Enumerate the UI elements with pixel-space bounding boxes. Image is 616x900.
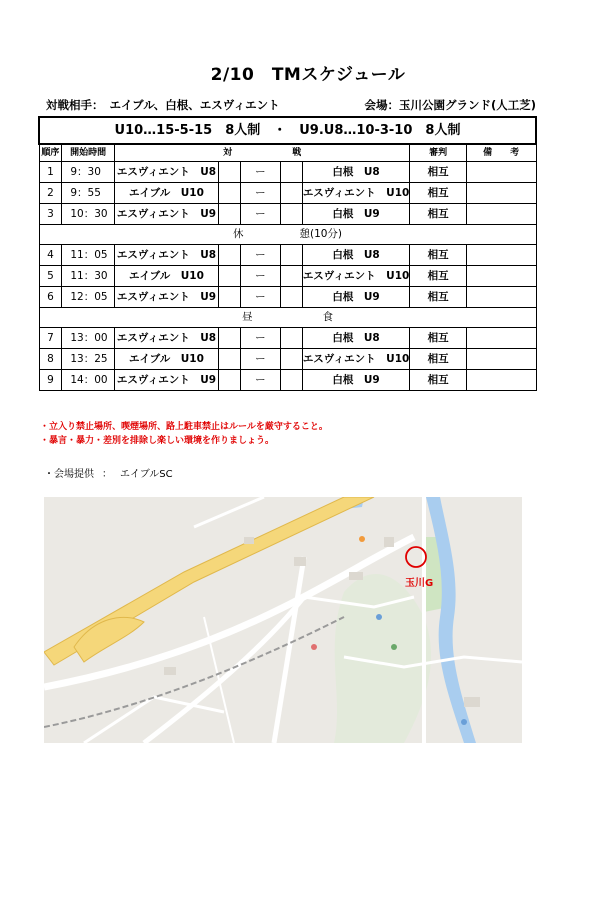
referee: 相互 <box>410 245 467 266</box>
match-no: 7 <box>39 328 62 349</box>
opponents-label: 対戦相手： <box>46 98 104 112</box>
home-team: エスヴィエント U9 <box>115 204 219 225</box>
spacer-cell <box>218 183 240 204</box>
map-building <box>244 537 254 544</box>
home-team: エスヴィエント U8 <box>115 328 219 349</box>
spacer-cell <box>280 266 302 287</box>
spacer-cell <box>280 204 302 225</box>
col-start: 開始時間 <box>62 144 115 162</box>
match-time: 14：00 <box>62 370 115 391</box>
versus-dash: ー <box>240 162 280 183</box>
schedule-table <box>38 116 537 391</box>
referee: 相互 <box>410 370 467 391</box>
match-no: 5 <box>39 266 62 287</box>
rules-text: U10…15-5-15 8人制 ・ U9.U8…10-3-10 8人制 <box>39 117 536 144</box>
match-time: 11：30 <box>62 266 115 287</box>
col-match-b: 戦 <box>292 148 302 158</box>
table-row <box>39 370 536 391</box>
referee: 相互 <box>410 183 467 204</box>
map-poi <box>359 536 365 542</box>
table-row <box>39 287 536 308</box>
spacer-cell <box>218 266 240 287</box>
table-row <box>39 328 536 349</box>
away-team: エスヴィエント U10 <box>302 183 410 204</box>
remarks <box>466 328 536 349</box>
map-building <box>384 537 394 547</box>
table-row <box>39 204 536 225</box>
rows-group-a <box>39 162 536 225</box>
spacer-cell <box>218 245 240 266</box>
match-time: 9：55 <box>62 183 115 204</box>
away-team: 白根 U8 <box>302 162 410 183</box>
break-lunch-b: 食 <box>322 311 333 323</box>
spacer-cell <box>218 162 240 183</box>
home-team: エスヴィエント U8 <box>115 162 219 183</box>
map-poi <box>461 719 467 725</box>
spacer-cell <box>280 245 302 266</box>
spacer-cell <box>280 370 302 391</box>
remarks <box>466 204 536 225</box>
home-team: エスヴィエント U8 <box>115 245 219 266</box>
map-poi <box>311 644 317 650</box>
rows-group-b <box>39 245 536 308</box>
provider-value: エイブルSC <box>120 469 173 480</box>
match-time: 12：05 <box>62 287 115 308</box>
referee: 相互 <box>410 204 467 225</box>
versus-dash: ー <box>240 183 280 204</box>
match-no: 4 <box>39 245 62 266</box>
home-team: エイブル U10 <box>115 183 219 204</box>
break-lunch-a: 昼 <box>242 311 253 323</box>
note-line: ・暴言・暴力・差別を排除し楽しい環境を作りましょう。 <box>40 436 275 446</box>
match-time: 9：30 <box>62 162 115 183</box>
match-no: 8 <box>39 349 62 370</box>
map-building <box>464 697 480 707</box>
referee: 相互 <box>410 266 467 287</box>
spacer-cell <box>218 204 240 225</box>
remarks <box>466 370 536 391</box>
remarks <box>466 266 536 287</box>
rules-row <box>39 117 536 144</box>
match-time: 13：25 <box>62 349 115 370</box>
opponents <box>46 97 280 113</box>
spacer-cell <box>218 370 240 391</box>
venue-value: 玉川公園グランド(人工芝) <box>398 98 536 112</box>
spacer-cell <box>280 162 302 183</box>
col-referee: 審判 <box>410 144 467 162</box>
map-building <box>164 667 176 675</box>
away-team: 白根 U8 <box>302 328 410 349</box>
break-lunch <box>39 308 536 328</box>
versus-dash: ー <box>240 287 280 308</box>
away-team: 白根 U9 <box>302 204 410 225</box>
break-row-lunch <box>39 308 536 328</box>
break-rest <box>39 225 536 245</box>
remarks <box>466 245 536 266</box>
match-time: 10：30 <box>62 204 115 225</box>
table-row <box>39 349 536 370</box>
col-remarks <box>466 144 536 162</box>
venue-provider <box>44 465 173 480</box>
match-no: 1 <box>39 162 62 183</box>
header-row <box>39 144 536 162</box>
info-row <box>46 97 536 113</box>
referee: 相互 <box>410 162 467 183</box>
match-no: 2 <box>39 183 62 204</box>
versus-dash: ー <box>240 328 280 349</box>
note-line: ・立入り禁止場所、喫煙場所、路上駐車禁止はルールを厳守すること。 <box>40 422 328 432</box>
match-no: 6 <box>39 287 62 308</box>
table-row <box>39 183 536 204</box>
map-poi <box>391 644 397 650</box>
notes <box>40 420 328 448</box>
remarks <box>466 183 536 204</box>
match-no: 3 <box>39 204 62 225</box>
venue <box>364 97 536 113</box>
remarks <box>466 349 536 370</box>
col-order: 順序 <box>39 144 62 162</box>
versus-dash: ー <box>240 370 280 391</box>
versus-dash: ー <box>240 266 280 287</box>
break-row-rest <box>39 225 536 245</box>
home-team: エイブル U10 <box>115 349 219 370</box>
col-remarks-b: 考 <box>510 148 520 158</box>
spacer-cell <box>218 328 240 349</box>
remarks <box>466 287 536 308</box>
provider-label: ・会場提供 <box>44 469 94 480</box>
versus-dash: ー <box>240 245 280 266</box>
away-team: 白根 U9 <box>302 370 410 391</box>
home-team: エイブル U10 <box>115 266 219 287</box>
map-building <box>349 572 363 580</box>
spacer-cell <box>218 349 240 370</box>
away-team: エスヴィエント U10 <box>302 266 410 287</box>
spacer-cell <box>280 287 302 308</box>
col-match <box>115 144 410 162</box>
referee: 相互 <box>410 287 467 308</box>
away-team: 白根 U9 <box>302 287 410 308</box>
versus-dash: ー <box>240 204 280 225</box>
col-remarks-a: 備 <box>483 148 493 158</box>
map-graphic <box>44 497 522 743</box>
spacer-cell <box>280 328 302 349</box>
table-row <box>39 245 536 266</box>
col-match-a: 対 <box>223 148 233 158</box>
table-row <box>39 266 536 287</box>
referee: 相互 <box>410 349 467 370</box>
venue-label: 会場： <box>364 98 399 112</box>
match-time: 13：00 <box>62 328 115 349</box>
break-rest-a: 休 <box>232 228 244 240</box>
spacer-cell <box>280 349 302 370</box>
opponents-value: エイブル、白根、エスヴィエント <box>109 98 280 112</box>
table-row <box>39 162 536 183</box>
versus-dash: ー <box>240 349 280 370</box>
map-poi <box>376 614 382 620</box>
home-team: エスヴィエント U9 <box>115 287 219 308</box>
venue-map[interactable] <box>44 497 522 743</box>
venue-marker-label: 玉川G <box>405 578 434 589</box>
rows-group-c <box>39 328 536 391</box>
away-team: 白根 U8 <box>302 245 410 266</box>
remarks <box>466 162 536 183</box>
spacer-cell <box>280 183 302 204</box>
spacer-cell <box>218 287 240 308</box>
referee: 相互 <box>410 328 467 349</box>
map-building <box>294 557 306 566</box>
home-team: エスヴィエント U9 <box>115 370 219 391</box>
match-time: 11：05 <box>62 245 115 266</box>
break-rest-b: 憩(10分) <box>299 228 343 240</box>
match-no: 9 <box>39 370 62 391</box>
away-team: エスヴィエント U10 <box>302 349 410 370</box>
page-title: 2/10 TMスケジュール <box>210 65 406 85</box>
provider-sep: ： <box>102 469 112 480</box>
